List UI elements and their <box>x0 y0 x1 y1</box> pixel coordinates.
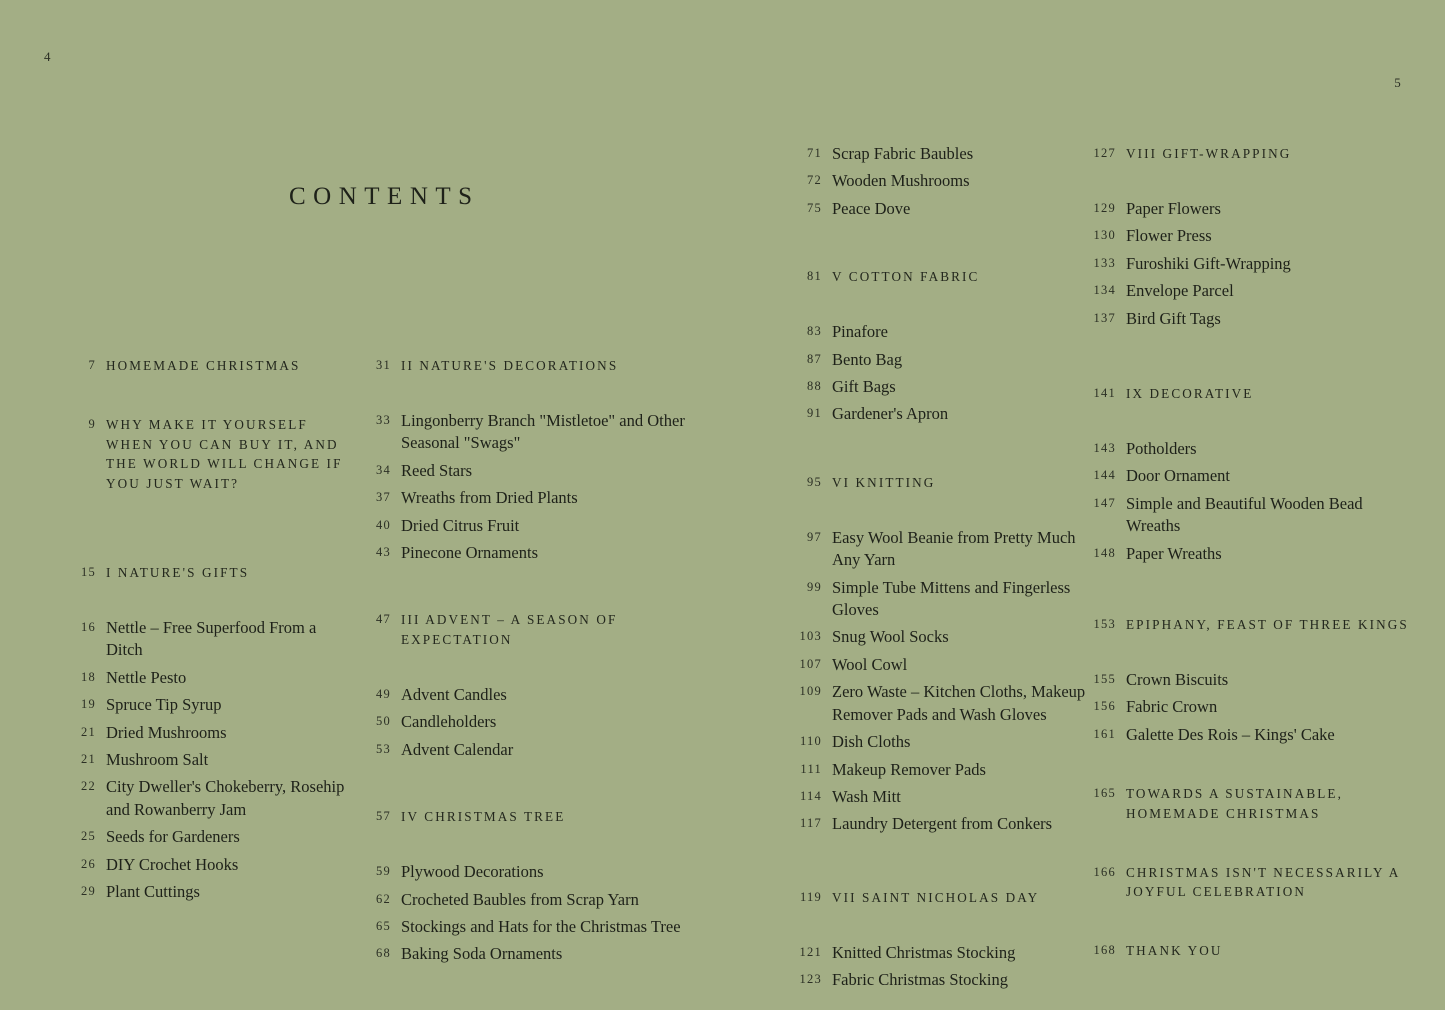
toc-entry[interactable] <box>367 861 687 883</box>
toc-entry-page-number: 109 <box>799 684 822 699</box>
toc-entry-label: Paper Wreaths <box>1126 543 1222 563</box>
toc-entry-page-number: 9 <box>88 416 96 431</box>
toc-entry-label: Door Ornament <box>1126 466 1231 486</box>
toc-entry-page-number: 134 <box>1093 283 1116 298</box>
toc-entry-label: Wash Mitt <box>832 787 901 807</box>
toc-spacer <box>798 293 1098 321</box>
toc-section-entry[interactable] <box>1092 143 1412 164</box>
toc-entry-label: Spruce Tip Syrup <box>106 695 222 715</box>
toc-entry-page-number: 114 <box>799 789 822 804</box>
toc-entry-page-number: 87 <box>807 351 822 366</box>
toc-entry[interactable] <box>72 667 348 689</box>
toc-entry-page-number: 141 <box>1093 385 1116 400</box>
toc-entry[interactable] <box>367 739 687 761</box>
toc-entry[interactable] <box>1092 696 1412 718</box>
toc-entry-page-number: 34 <box>376 462 391 477</box>
toc-column-4 <box>1092 143 1412 967</box>
toc-entry-label: VII SAINT NICHOLAS DAY <box>832 889 1040 905</box>
toc-entry-label: Simple Tube Mittens and Fingerless Gloves <box>832 577 1071 619</box>
toc-entry[interactable] <box>1092 253 1412 275</box>
toc-entry-page-number: 88 <box>807 378 822 393</box>
toc-entry-label: Peace Dove <box>832 198 911 218</box>
toc-entry-page-number: 25 <box>81 829 96 844</box>
toc-entry-page-number: 123 <box>799 972 822 987</box>
toc-entry-page-number: 148 <box>1093 545 1116 560</box>
toc-section-entry[interactable] <box>1092 940 1412 961</box>
toc-section-entry[interactable] <box>1092 614 1412 635</box>
toc-entry-label: CHRISTMAS ISN'T NECESSARILY A JOYFUL CELEBRATION <box>1126 864 1400 900</box>
toc-section-entry[interactable] <box>367 609 687 650</box>
toc-entry-label: Reed Stars <box>401 460 473 480</box>
toc-entry[interactable] <box>1092 543 1412 565</box>
toc-spacer <box>1092 335 1412 383</box>
toc-entry[interactable] <box>798 577 1098 622</box>
toc-entry[interactable] <box>367 711 687 733</box>
toc-entry-label: Wool Cowl <box>832 654 908 674</box>
toc-entry-label: WHY MAKE IT YOURSELF WHEN YOU CAN BUY IT, AND THE WORLD WILL CHANGE IF YOU JUST WAIT? <box>106 416 343 492</box>
toc-entry-label: Plywood Decorations <box>401 862 544 882</box>
toc-entry-label: Gardener's Apron <box>832 404 949 424</box>
toc-entry-label: Makeup Remover Pads <box>832 759 986 779</box>
toc-entry-page-number: 130 <box>1093 228 1116 243</box>
toc-entry-page-number: 29 <box>81 884 96 899</box>
toc-entry[interactable] <box>798 527 1098 572</box>
toc-entry-label: Seeds for Gardeners <box>106 827 240 847</box>
toc-entry-page-number: 119 <box>799 889 822 904</box>
toc-entry[interactable] <box>798 942 1098 964</box>
toc-entry-label: Wreaths from Dried Plants <box>401 488 578 508</box>
toc-entry-page-number: 53 <box>376 741 391 756</box>
toc-entry-page-number: 49 <box>376 687 391 702</box>
toc-section-entry[interactable] <box>798 472 1098 493</box>
toc-entry-page-number: 127 <box>1093 146 1116 160</box>
toc-spacer <box>1092 570 1412 614</box>
toc-entry-label: Zero Waste – Kitchen Cloths, Makeup Remover Pads and Wash Gloves <box>832 682 1086 724</box>
toc-entry-label: II NATURE'S DECORATIONS <box>401 358 619 373</box>
toc-entry-label: Nettle – Free Superfood From a Ditch <box>106 617 317 660</box>
toc-column-3 <box>798 143 1098 997</box>
toc-entry-page-number: 57 <box>376 809 391 824</box>
toc-entry-page-number: 31 <box>376 358 391 372</box>
toc-section-entry[interactable] <box>798 887 1098 908</box>
toc-entry-label: Gift Bags <box>832 376 896 396</box>
toc-entry-label: I NATURE'S GIFTS <box>106 564 250 580</box>
toc-section-entry[interactable] <box>798 266 1098 287</box>
toc-spacer <box>1092 830 1412 862</box>
toc-entry[interactable] <box>798 681 1098 726</box>
toc-section-entry[interactable] <box>1092 862 1412 903</box>
toc-entry-page-number: 75 <box>807 200 822 215</box>
toc-entry[interactable] <box>72 749 348 771</box>
toc-entry-label: III ADVENT – A SEASON OF EXPECTATION <box>401 612 618 648</box>
toc-spacer <box>367 766 687 806</box>
toc-entry-page-number: 37 <box>376 490 391 505</box>
toc-entry[interactable] <box>798 143 1098 165</box>
toc-entry-page-number: 40 <box>376 517 391 532</box>
toc-entry[interactable] <box>798 813 1098 835</box>
toc-entry[interactable] <box>798 198 1098 220</box>
toc-entry-page-number: 21 <box>81 751 96 766</box>
toc-entry-label: Dish Cloths <box>832 732 911 752</box>
toc-entry-label: Stockings and Hats for the Christmas Tree <box>401 917 681 936</box>
toc-entry-label: THANK YOU <box>1126 943 1223 959</box>
toc-entry[interactable] <box>72 617 348 662</box>
toc-entry[interactable] <box>367 460 687 482</box>
toc-entry[interactable] <box>1092 225 1412 247</box>
toc-entry-page-number: 95 <box>807 474 822 489</box>
toc-spacer <box>72 589 348 617</box>
toc-entry-label: DIY Crochet Hooks <box>106 854 239 874</box>
toc-entry-label: Easy Wool Beanie from Pretty Much Any Yarn <box>832 527 1076 570</box>
toc-entry-page-number: 83 <box>807 324 822 339</box>
toc-entry[interactable] <box>798 626 1098 648</box>
toc-entry-label: Paper Flowers <box>1126 198 1221 218</box>
toc-spacer <box>72 500 348 562</box>
toc-entry[interactable] <box>72 881 348 903</box>
toc-entry-label: City Dweller's Chokeberry, Rosehip and Rowanberry Jam <box>106 777 345 819</box>
toc-entry[interactable] <box>367 916 687 938</box>
toc-entry-label: Wooden Mushrooms <box>832 171 970 191</box>
toc-entry-label: IX DECORATIVE <box>1126 385 1254 401</box>
toc-entry-label: VIII GIFT-WRAPPING <box>1126 146 1292 161</box>
toc-entry[interactable] <box>367 684 687 706</box>
toc-entry-page-number: 62 <box>376 891 391 906</box>
toc-entry-page-number: 59 <box>376 864 391 879</box>
toc-entry-label: Fabric Crown <box>1126 697 1218 717</box>
toc-spacer <box>1092 751 1412 783</box>
toc-entry-label: Dried Mushrooms <box>106 722 227 742</box>
toc-entry[interactable] <box>798 321 1098 343</box>
toc-spacer <box>798 431 1098 472</box>
toc-entry[interactable] <box>72 722 348 744</box>
toc-entry-label: Snug Wool Socks <box>832 627 949 647</box>
toc-entry[interactable] <box>72 826 348 848</box>
toc-entry[interactable] <box>1092 198 1412 220</box>
toc-entry-page-number: 19 <box>81 697 96 712</box>
toc-entry-label: Envelope Parcel <box>1126 281 1234 301</box>
toc-entry[interactable] <box>1092 438 1412 460</box>
toc-entry-label: Flower Press <box>1126 226 1212 246</box>
toc-entry-label: Crown Biscuits <box>1126 669 1229 689</box>
toc-section-entry[interactable] <box>1092 383 1412 404</box>
toc-entry-page-number: 71 <box>807 146 822 160</box>
toc-entry[interactable] <box>798 170 1098 192</box>
toc-entry[interactable] <box>1092 308 1412 330</box>
toc-section-entry[interactable] <box>72 355 348 376</box>
toc-entry-page-number: 65 <box>376 919 391 933</box>
toc-entry-page-number: 50 <box>376 714 391 729</box>
toc-entry-page-number: 97 <box>807 529 822 544</box>
toc-spacer <box>367 382 687 410</box>
toc-entry-page-number: 111 <box>800 761 822 776</box>
toc-entry-page-number: 107 <box>799 656 822 671</box>
toc-entry-page-number: 168 <box>1093 943 1116 958</box>
toc-spacer <box>1092 410 1412 438</box>
toc-entry-label: Advent Candles <box>401 685 507 705</box>
toc-spacer <box>1092 641 1412 669</box>
toc-section-entry[interactable] <box>367 355 687 376</box>
toc-section-entry[interactable] <box>72 562 348 583</box>
toc-entry[interactable] <box>367 487 687 509</box>
toc-entry-label: Bento Bag <box>832 349 903 369</box>
toc-entry-label: Knitted Christmas Stocking <box>832 942 1016 962</box>
toc-entry[interactable] <box>367 542 687 564</box>
toc-entry-page-number: 156 <box>1093 699 1116 714</box>
toc-entry-label: Scrap Fabric Baubles <box>832 144 974 163</box>
toc-column-1 <box>72 355 348 909</box>
toc-entry[interactable] <box>367 410 687 455</box>
toc-entry-page-number: 68 <box>376 946 391 961</box>
toc-entry-page-number: 165 <box>1093 786 1116 801</box>
toc-entry-page-number: 133 <box>1093 255 1116 270</box>
toc-spacer <box>367 569 687 609</box>
toc-entry[interactable] <box>1092 280 1412 302</box>
toc-entry-label: Mushroom Salt <box>106 749 209 769</box>
toc-entry-label: Laundry Detergent from Conkers <box>832 814 1053 834</box>
toc-entry-page-number: 15 <box>81 564 96 579</box>
toc-entry-label: Furoshiki Gift-Wrapping <box>1126 253 1291 273</box>
toc-entry-page-number: 18 <box>81 669 96 684</box>
toc-entry-page-number: 121 <box>799 944 822 959</box>
toc-entry-label: Baking Soda Ornaments <box>401 944 563 964</box>
page-title: CONTENTS <box>289 183 480 210</box>
toc-entry-label: Fabric Christmas Stocking <box>832 970 1008 990</box>
toc-spacer <box>72 382 348 414</box>
toc-spacer <box>798 499 1098 527</box>
toc-entry-page-number: 43 <box>376 544 391 559</box>
toc-entry-label: Pinafore <box>832 322 888 342</box>
toc-entry-page-number: 155 <box>1093 671 1116 686</box>
toc-spacer <box>367 656 687 684</box>
toc-entry-label: V COTTON FABRIC <box>832 269 980 285</box>
toc-entry-page-number: 110 <box>799 734 822 749</box>
toc-spacer <box>798 914 1098 942</box>
toc-entry[interactable] <box>798 376 1098 398</box>
toc-spacer <box>1092 170 1412 198</box>
toc-entry-label: Advent Calendar <box>401 739 514 759</box>
toc-entry-label: VI KNITTING <box>832 474 936 490</box>
toc-entry[interactable] <box>798 759 1098 781</box>
toc-entry-label: Lingonberry Branch "Mistletoe" and Other Seasonal "Swags" <box>401 410 685 453</box>
page-number-right: 5 <box>1394 75 1401 90</box>
toc-entry[interactable] <box>1092 669 1412 691</box>
toc-entry-label: IV CHRISTMAS TREE <box>401 809 566 825</box>
toc-entry-page-number: 81 <box>807 269 822 284</box>
toc-entry[interactable] <box>798 349 1098 371</box>
toc-entry[interactable] <box>367 889 687 911</box>
toc-entry[interactable] <box>367 943 687 965</box>
toc-entry-label: HOMEMADE CHRISTMAS <box>106 358 301 373</box>
toc-entry-label: Pinecone Ornaments <box>401 542 539 562</box>
toc-entry-page-number: 91 <box>807 406 822 421</box>
toc-entry-label: Candleholders <box>401 712 497 732</box>
toc-entry[interactable] <box>72 854 348 876</box>
toc-entry[interactable] <box>798 786 1098 808</box>
toc-entry-label: Dried Citrus Fruit <box>401 515 520 535</box>
toc-spacer <box>798 225 1098 266</box>
toc-entry[interactable] <box>798 969 1098 991</box>
toc-entry-page-number: 117 <box>799 816 822 831</box>
toc-entry[interactable] <box>367 515 687 537</box>
toc-entry-label: Crocheted Baubles from Scrap Yarn <box>401 889 639 909</box>
toc-entry[interactable] <box>798 403 1098 425</box>
toc-section-entry[interactable] <box>1092 783 1412 824</box>
toc-entry-page-number: 26 <box>81 856 96 871</box>
toc-entry-page-number: 21 <box>81 724 96 739</box>
toc-column-2 <box>367 355 687 971</box>
toc-spacer <box>798 841 1098 887</box>
toc-entry-label: TOWARDS A SUSTAINABLE, HOMEMADE CHRISTMAS <box>1126 786 1343 821</box>
toc-entry-page-number: 143 <box>1093 440 1116 455</box>
toc-entry-page-number: 22 <box>81 779 96 794</box>
toc-entry-page-number: 129 <box>1093 200 1116 215</box>
toc-entry-page-number: 16 <box>81 619 96 634</box>
toc-section-entry[interactable] <box>367 806 687 827</box>
toc-entry-label: EPIPHANY, FEAST OF THREE KINGS <box>1126 616 1409 632</box>
toc-entry[interactable] <box>798 731 1098 753</box>
toc-spacer <box>1092 908 1412 940</box>
toc-entry-page-number: 166 <box>1093 864 1116 879</box>
toc-entry-label: Potholders <box>1126 438 1197 458</box>
toc-entry-label: Simple and Beautiful Wooden Bead Wreaths <box>1126 493 1363 536</box>
toc-entry-page-number: 47 <box>376 612 391 627</box>
toc-entry-label: Nettle Pesto <box>106 667 187 687</box>
toc-entry-page-number: 144 <box>1093 468 1116 483</box>
toc-entry[interactable] <box>72 776 348 821</box>
toc-entry[interactable] <box>1092 724 1412 746</box>
toc-section-entry[interactable] <box>72 414 348 494</box>
toc-entry-page-number: 7 <box>88 358 96 372</box>
toc-entry-page-number: 153 <box>1093 616 1116 631</box>
toc-entry[interactable] <box>1092 493 1412 538</box>
toc-entry-label: Bird Gift Tags <box>1126 308 1221 328</box>
toc-spacer <box>367 833 687 861</box>
toc-entry-page-number: 99 <box>807 579 822 594</box>
toc-entry-page-number: 147 <box>1093 495 1116 510</box>
toc-entry-page-number: 161 <box>1093 726 1116 741</box>
toc-entry-page-number: 103 <box>799 629 822 644</box>
toc-entry-page-number: 137 <box>1093 310 1116 325</box>
toc-entry[interactable] <box>1092 465 1412 487</box>
toc-entry-page-number: 33 <box>376 412 391 427</box>
toc-entry[interactable] <box>798 654 1098 676</box>
toc-entry[interactable] <box>72 694 348 716</box>
toc-entry-label: Plant Cuttings <box>106 882 200 902</box>
toc-entry-label: Galette Des Rois – Kings' Cake <box>1126 724 1335 744</box>
toc-entry-page-number: 72 <box>807 173 822 188</box>
page-number-left: 4 <box>44 49 51 64</box>
